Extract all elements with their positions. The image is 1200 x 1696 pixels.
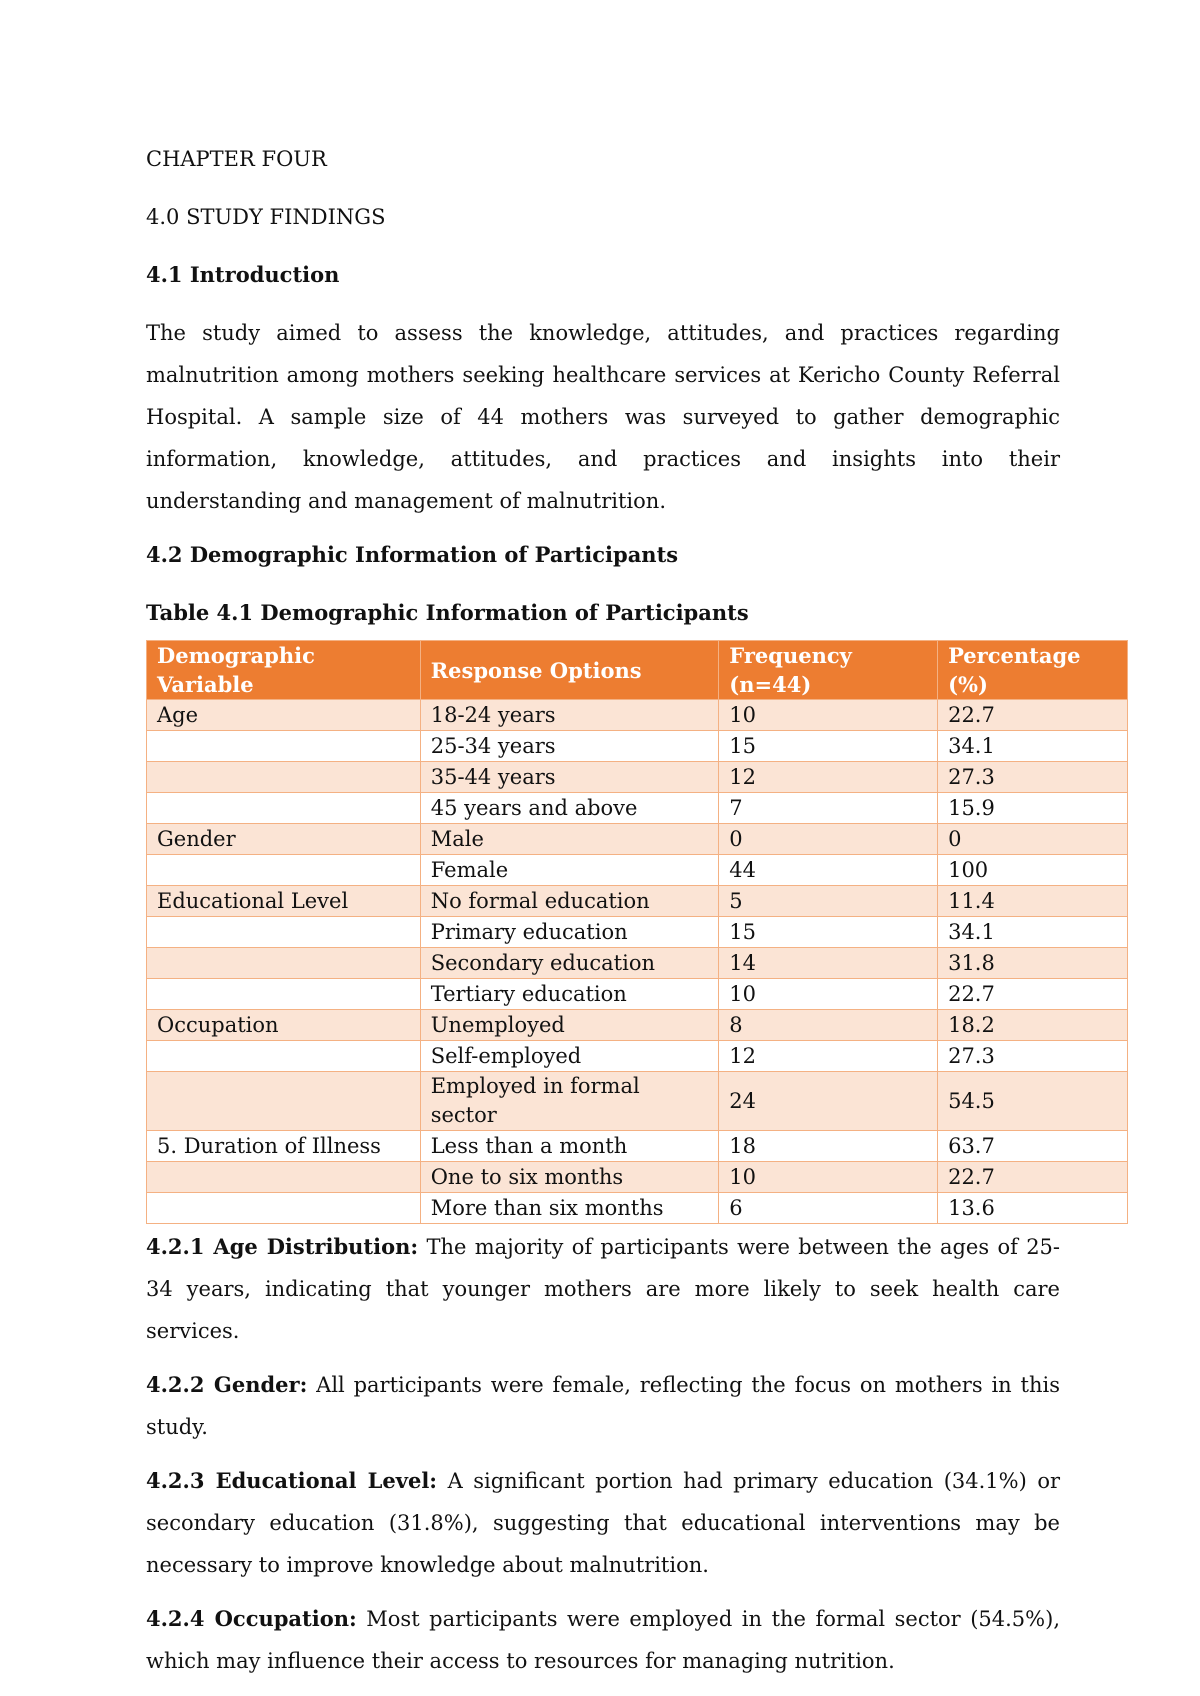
cell-variable: [147, 1162, 421, 1193]
cell-frequency: 15: [719, 917, 938, 948]
cell-percentage: 22.7: [938, 700, 1128, 731]
cell-frequency: 10: [719, 1162, 938, 1193]
table-row: [147, 1010, 1128, 1041]
cell-response: Less than a month: [420, 1131, 719, 1162]
intro-paragraph: The study aimed to assess the knowledge, attitudes, and practices regarding malnutrition among mothers seeking healthcare services at Kericho County Referral Hospital. A sample size of 44 mothers was surveyed to gather demographic information, knowledge, attitudes, and practices and insights into their understanding and management of malnutrition.: [146, 321, 1060, 513]
cell-variable: Gender: [147, 824, 421, 855]
header-frequency: Frequency (n=44): [719, 641, 938, 700]
cell-frequency: 0: [719, 824, 938, 855]
cell-response: 35-44 years: [420, 762, 719, 793]
cell-variable: 5. Duration of Illness: [147, 1131, 421, 1162]
cell-frequency: 12: [719, 1041, 938, 1072]
cell-variable: [147, 1072, 421, 1131]
cell-response: One to six months: [420, 1162, 719, 1193]
finding-label: 4.2.2 Gender:: [146, 1372, 308, 1397]
cell-variable: [147, 917, 421, 948]
table-row: [147, 1193, 1128, 1224]
cell-frequency: 6: [719, 1193, 938, 1224]
header-response: Response Options: [420, 641, 719, 700]
cell-percentage: 27.3: [938, 1041, 1128, 1072]
table-row: [147, 762, 1128, 793]
table-row: [147, 948, 1128, 979]
cell-variable: Age: [147, 700, 421, 731]
chapter-title: CHAPTER FOUR: [146, 147, 327, 171]
cell-response: 25-34 years: [420, 731, 719, 762]
cell-response: Male: [420, 824, 719, 855]
table-row: [147, 731, 1128, 762]
finding-label: 4.2.3 Educational Level:: [146, 1468, 438, 1493]
table-row: [147, 1162, 1128, 1193]
cell-frequency: 15: [719, 731, 938, 762]
finding-text: A significant portion had primary education (34.1%) or secondary education (31.8%), suggesting that educational interventions may be necessary to improve knowledge about malnutrition.: [146, 1469, 1060, 1577]
cell-percentage: 0: [938, 824, 1128, 855]
cell-response: 18-24 years: [420, 700, 719, 731]
cell-percentage: 54.5: [938, 1072, 1128, 1131]
finding-text: Most participants were employed in the formal sector (54.5%), which may influence their access to resources for managing nutrition.: [146, 1607, 1060, 1673]
cell-response: Employed in formal sector: [420, 1072, 719, 1131]
cell-variable: [147, 855, 421, 886]
cell-frequency: 24: [719, 1072, 938, 1131]
cell-frequency: 10: [719, 979, 938, 1010]
cell-variable: Occupation: [147, 1010, 421, 1041]
cell-variable: [147, 948, 421, 979]
cell-percentage: 34.1: [938, 731, 1128, 762]
demographics-table: [146, 640, 1128, 1224]
table-row: [147, 824, 1128, 855]
page-content: [146, 138, 1081, 1694]
cell-response: No formal education: [420, 886, 719, 917]
table-row: [147, 700, 1128, 731]
table-row: [147, 855, 1128, 886]
cell-response: Female: [420, 855, 719, 886]
cell-percentage: 63.7: [938, 1131, 1128, 1162]
finding-label: 4.2.4 Occupation:: [146, 1606, 357, 1631]
cell-percentage: 22.7: [938, 1162, 1128, 1193]
finding-text: The majority of participants were between the ages of 25-34 years, indicating that younger mothers are more likely to seek health care services.: [146, 1235, 1061, 1343]
cell-frequency: 14: [719, 948, 938, 979]
cell-percentage: 34.1: [938, 917, 1128, 948]
cell-percentage: 27.3: [938, 762, 1128, 793]
table-row: [147, 886, 1128, 917]
table-header-row: [147, 641, 1128, 700]
finding-paragraph: [146, 1226, 1060, 1352]
cell-response: More than six months: [420, 1193, 719, 1224]
cell-variable: [147, 762, 421, 793]
cell-percentage: 22.7: [938, 979, 1128, 1010]
cell-frequency: 8: [719, 1010, 938, 1041]
cell-frequency: 18: [719, 1131, 938, 1162]
finding-text: All participants were female, reflecting the focus on mothers in this study.: [146, 1373, 1060, 1439]
header-variable: Demographic Variable: [147, 641, 421, 700]
cell-frequency: 7: [719, 793, 938, 824]
table-body: [147, 700, 1128, 1224]
cell-variable: [147, 979, 421, 1010]
cell-frequency: 5: [719, 886, 938, 917]
table-row: [147, 793, 1128, 824]
cell-percentage: 13.6: [938, 1193, 1128, 1224]
table-row: [147, 1072, 1128, 1131]
table-row: [147, 1041, 1128, 1072]
demographics-heading: 4.2 Demographic Information of Participants: [146, 542, 679, 567]
cell-percentage: 11.4: [938, 886, 1128, 917]
finding-paragraph: [146, 1598, 1060, 1682]
cell-frequency: 10: [719, 700, 938, 731]
cell-response: Secondary education: [420, 948, 719, 979]
cell-variable: [147, 731, 421, 762]
intro-heading: 4.1 Introduction: [146, 262, 340, 287]
finding-label: 4.2.1 Age Distribution:: [146, 1234, 419, 1259]
cell-response: 45 years and above: [420, 793, 719, 824]
finding-paragraph: [146, 1460, 1060, 1586]
cell-variable: [147, 1193, 421, 1224]
cell-percentage: 100: [938, 855, 1128, 886]
table-row: [147, 917, 1128, 948]
cell-percentage: 15.9: [938, 793, 1128, 824]
table-caption: Table 4.1 Demographic Information of Participants: [146, 600, 749, 625]
cell-response: Tertiary education: [420, 979, 719, 1010]
section-title: 4.0 STUDY FINDINGS: [146, 205, 386, 229]
table-row: [147, 1131, 1128, 1162]
header-percentage: Percentage (%): [938, 641, 1128, 700]
cell-response: Primary education: [420, 917, 719, 948]
cell-percentage: 18.2: [938, 1010, 1128, 1041]
table-row: [147, 979, 1128, 1010]
findings-list: [146, 1226, 1060, 1682]
cell-frequency: 12: [719, 762, 938, 793]
cell-response: Unemployed: [420, 1010, 719, 1041]
cell-variable: [147, 1041, 421, 1072]
cell-frequency: 44: [719, 855, 938, 886]
finding-paragraph: [146, 1364, 1060, 1448]
cell-variable: [147, 793, 421, 824]
cell-response: Self-employed: [420, 1041, 719, 1072]
cell-variable: Educational Level: [147, 886, 421, 917]
cell-percentage: 31.8: [938, 948, 1128, 979]
